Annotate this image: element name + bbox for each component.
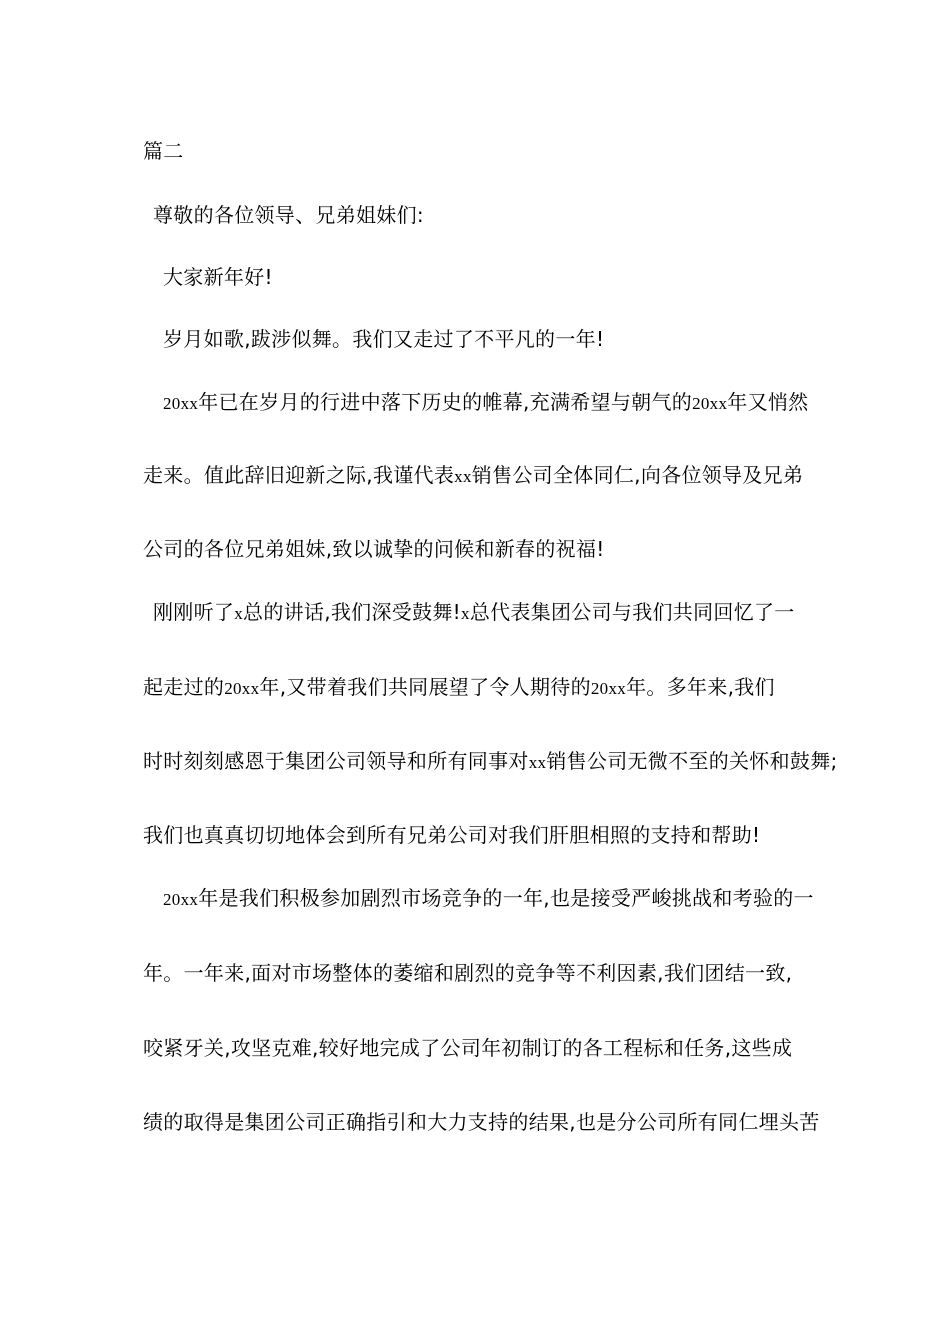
placeholder-text: x — [461, 604, 470, 623]
text-segment: 年。多年来,我们 — [626, 675, 775, 699]
year-text: 20xx — [163, 890, 199, 909]
text-segment: 销售公司全体同仁,向各位领导及兄弟 — [471, 463, 804, 487]
year-text: 20xx — [590, 679, 627, 698]
year-text: 20xx — [163, 394, 199, 413]
text-segment: 时时刻刻感恩于集团公司领导和所有同事对 — [143, 749, 529, 773]
paragraph-4-line-3: 咬紧牙关,攻坚克难,较好地完成了公司年初制订的各工程标和任务,这些成 — [143, 1036, 793, 1060]
paragraph-3-line-2 — [143, 675, 775, 701]
text-segment: 起走过的 — [143, 675, 225, 699]
paragraph-4-line-1 — [163, 886, 814, 912]
text-segment: 年是我们积极参加剧烈市场竞争的一年,也是接受严峻挑战和考验的一 — [198, 886, 814, 910]
section-title: 篇二 — [143, 139, 184, 163]
paragraph-2-line-2 — [143, 463, 803, 489]
text-segment: 年已在岁月的行进中落下历史的帷幕,充满希望与朝气的 — [198, 390, 693, 414]
text-segment: 总代表集团公司与我们共同回忆了一 — [469, 600, 795, 624]
paragraph-2-line-3: 公司的各位兄弟姐妹,致以诚挚的问候和新春的祝福! — [143, 537, 605, 561]
text-segment: 年又悄然 — [727, 390, 809, 414]
placeholder-text: xx — [454, 467, 472, 486]
placeholder-text: x — [234, 604, 244, 623]
paragraph-3-line-1 — [153, 600, 795, 626]
paragraph-3-line-3 — [143, 749, 838, 775]
year-text: 20xx — [224, 679, 260, 698]
text-segment: 总的讲话,我们深受鼓舞! — [243, 600, 461, 624]
text-segment: 销售公司无微不至的关怀和鼓舞; — [546, 749, 838, 773]
text-segment: 刚刚听了 — [153, 600, 235, 624]
paragraph-2-line-1 — [163, 390, 808, 416]
paragraph-4-line-4: 绩的取得是集团公司正确指引和大力支持的结果,也是分公司所有同仁埋头苦 — [143, 1110, 820, 1134]
text-segment: 走来。值此辞旧迎新之际,我谨代表 — [143, 463, 455, 487]
text-segment: 年,又带着我们共同展望了令人期待的 — [259, 675, 591, 699]
paragraph-3-line-4: 我们也真真切切地体会到所有兄弟公司对我们肝胆相照的支持和帮助! — [143, 823, 761, 847]
salutation: 尊敬的各位领导、兄弟姐妹们: — [153, 203, 424, 227]
year-text: 20xx — [692, 394, 728, 413]
paragraph-1: 岁月如歌,跋涉似舞。我们又走过了不平凡的一年! — [163, 327, 605, 351]
paragraph-4-line-2: 年。一年来,面对市场整体的萎缩和剧烈的竞争等不利因素,我们团结一致, — [143, 961, 793, 985]
placeholder-text: xx — [528, 753, 547, 772]
greeting: 大家新年好! — [163, 265, 273, 289]
